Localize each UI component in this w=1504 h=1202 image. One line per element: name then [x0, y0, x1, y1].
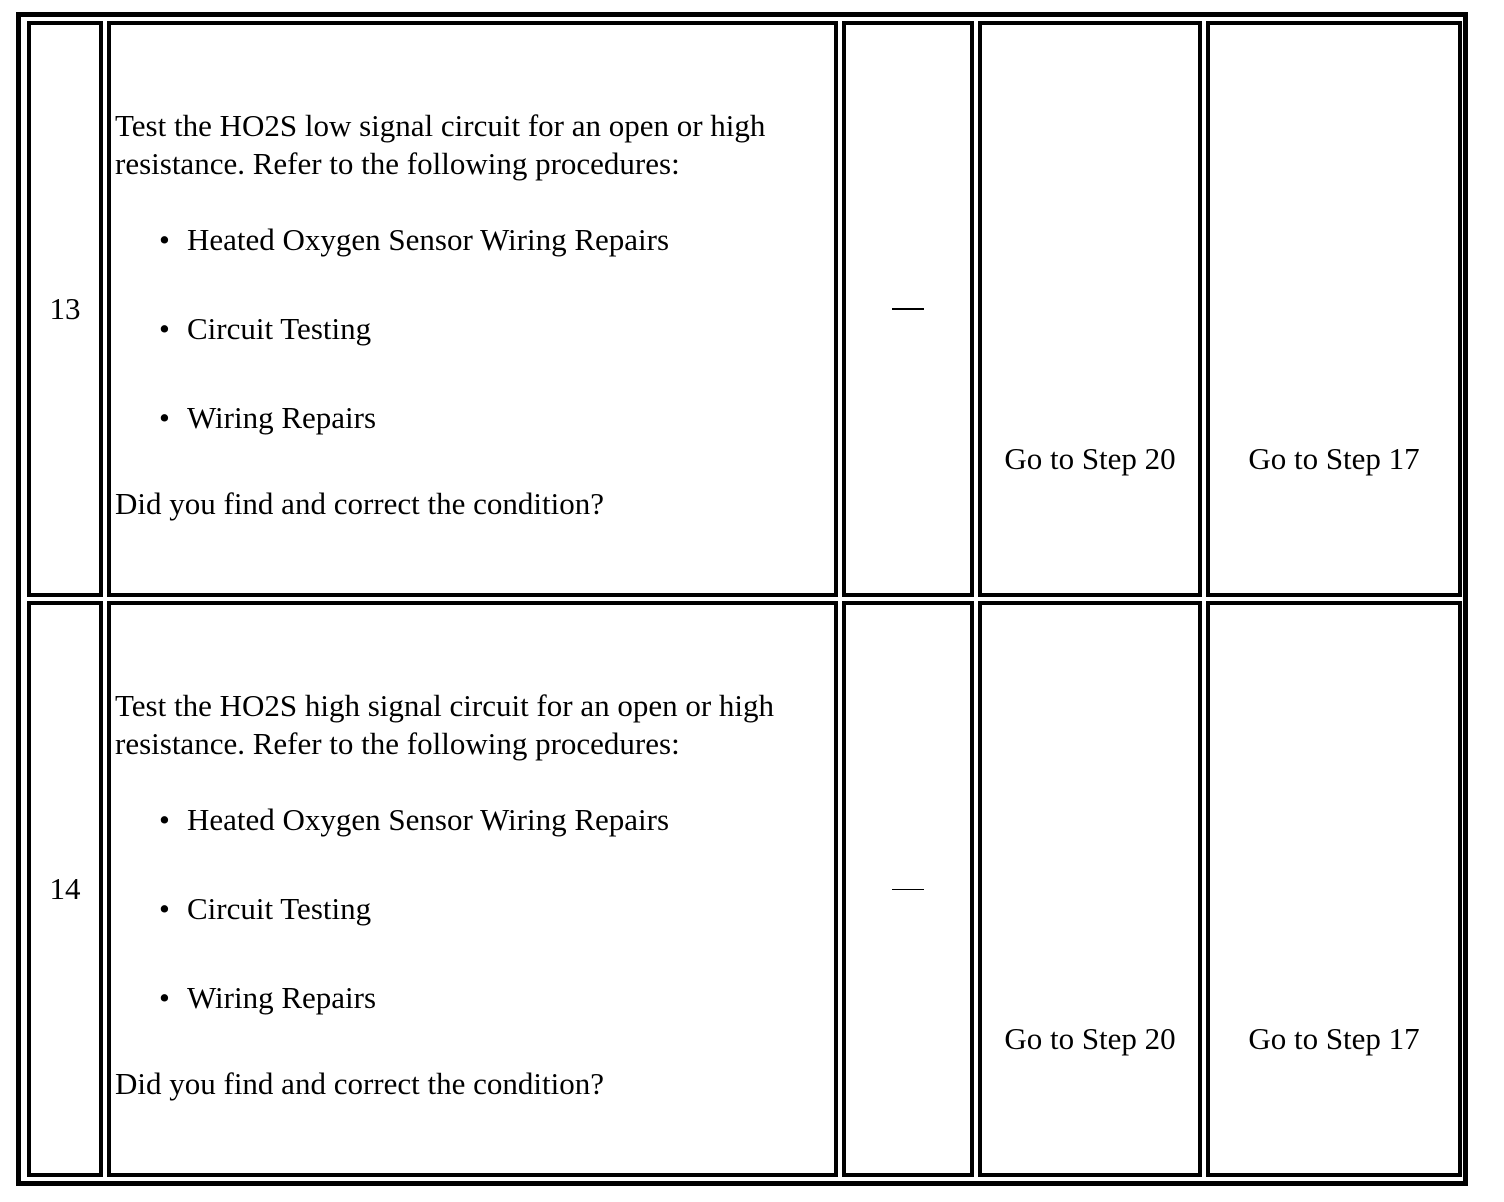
value-dash — [892, 889, 924, 890]
procedure-link[interactable]: Wiring Repairs — [187, 980, 377, 1015]
list-item: • Wiring Repairs — [159, 980, 377, 1015]
procedure-list — [159, 801, 669, 1068]
step-number: 14 — [49, 871, 81, 906]
diagnostic-table — [16, 12, 1468, 1186]
action-question: Did you find and correct the condition? — [115, 486, 604, 521]
procedure-list — [159, 221, 669, 488]
value-cell — [842, 21, 974, 597]
no-go-to-step[interactable]: Go to Step 17 — [1248, 441, 1420, 476]
no-cell — [1206, 21, 1462, 597]
no-go-to-step[interactable]: Go to Step 17 — [1248, 1021, 1420, 1056]
step-number-cell — [27, 601, 103, 1177]
action-intro: Test the HO2S high signal circuit for an open or high resistance. Refer to the following procedures: — [115, 688, 775, 761]
procedure-link[interactable]: Heated Oxygen Sensor Wiring Repairs — [187, 222, 670, 257]
procedure-link[interactable]: Circuit Testing — [187, 311, 372, 346]
value-dash — [892, 308, 924, 310]
list-item: • Heated Oxygen Sensor Wiring Repairs — [159, 802, 670, 837]
action-intro: Test the HO2S low signal circuit for an open or high resistance. Refer to the following procedures: — [115, 108, 766, 181]
list-item: • Circuit Testing — [159, 311, 372, 346]
value-cell — [842, 601, 974, 1177]
yes-cell — [978, 21, 1202, 597]
yes-cell — [978, 601, 1202, 1177]
list-item: • Heated Oxygen Sensor Wiring Repairs — [159, 222, 670, 257]
procedure-link[interactable]: Wiring Repairs — [187, 400, 377, 435]
yes-go-to-step[interactable]: Go to Step 20 — [1004, 1021, 1176, 1056]
list-item: • Wiring Repairs — [159, 400, 377, 435]
step-number-cell — [27, 21, 103, 597]
procedure-link[interactable]: Heated Oxygen Sensor Wiring Repairs — [187, 802, 670, 837]
action-question: Did you find and correct the condition? — [115, 1066, 604, 1101]
list-item: • Circuit Testing — [159, 891, 372, 926]
action-cell — [107, 601, 838, 1177]
yes-go-to-step[interactable]: Go to Step 20 — [1004, 441, 1176, 476]
no-cell — [1206, 601, 1462, 1177]
action-cell — [107, 21, 838, 597]
step-number: 13 — [49, 291, 81, 326]
procedure-link[interactable]: Circuit Testing — [187, 891, 372, 926]
